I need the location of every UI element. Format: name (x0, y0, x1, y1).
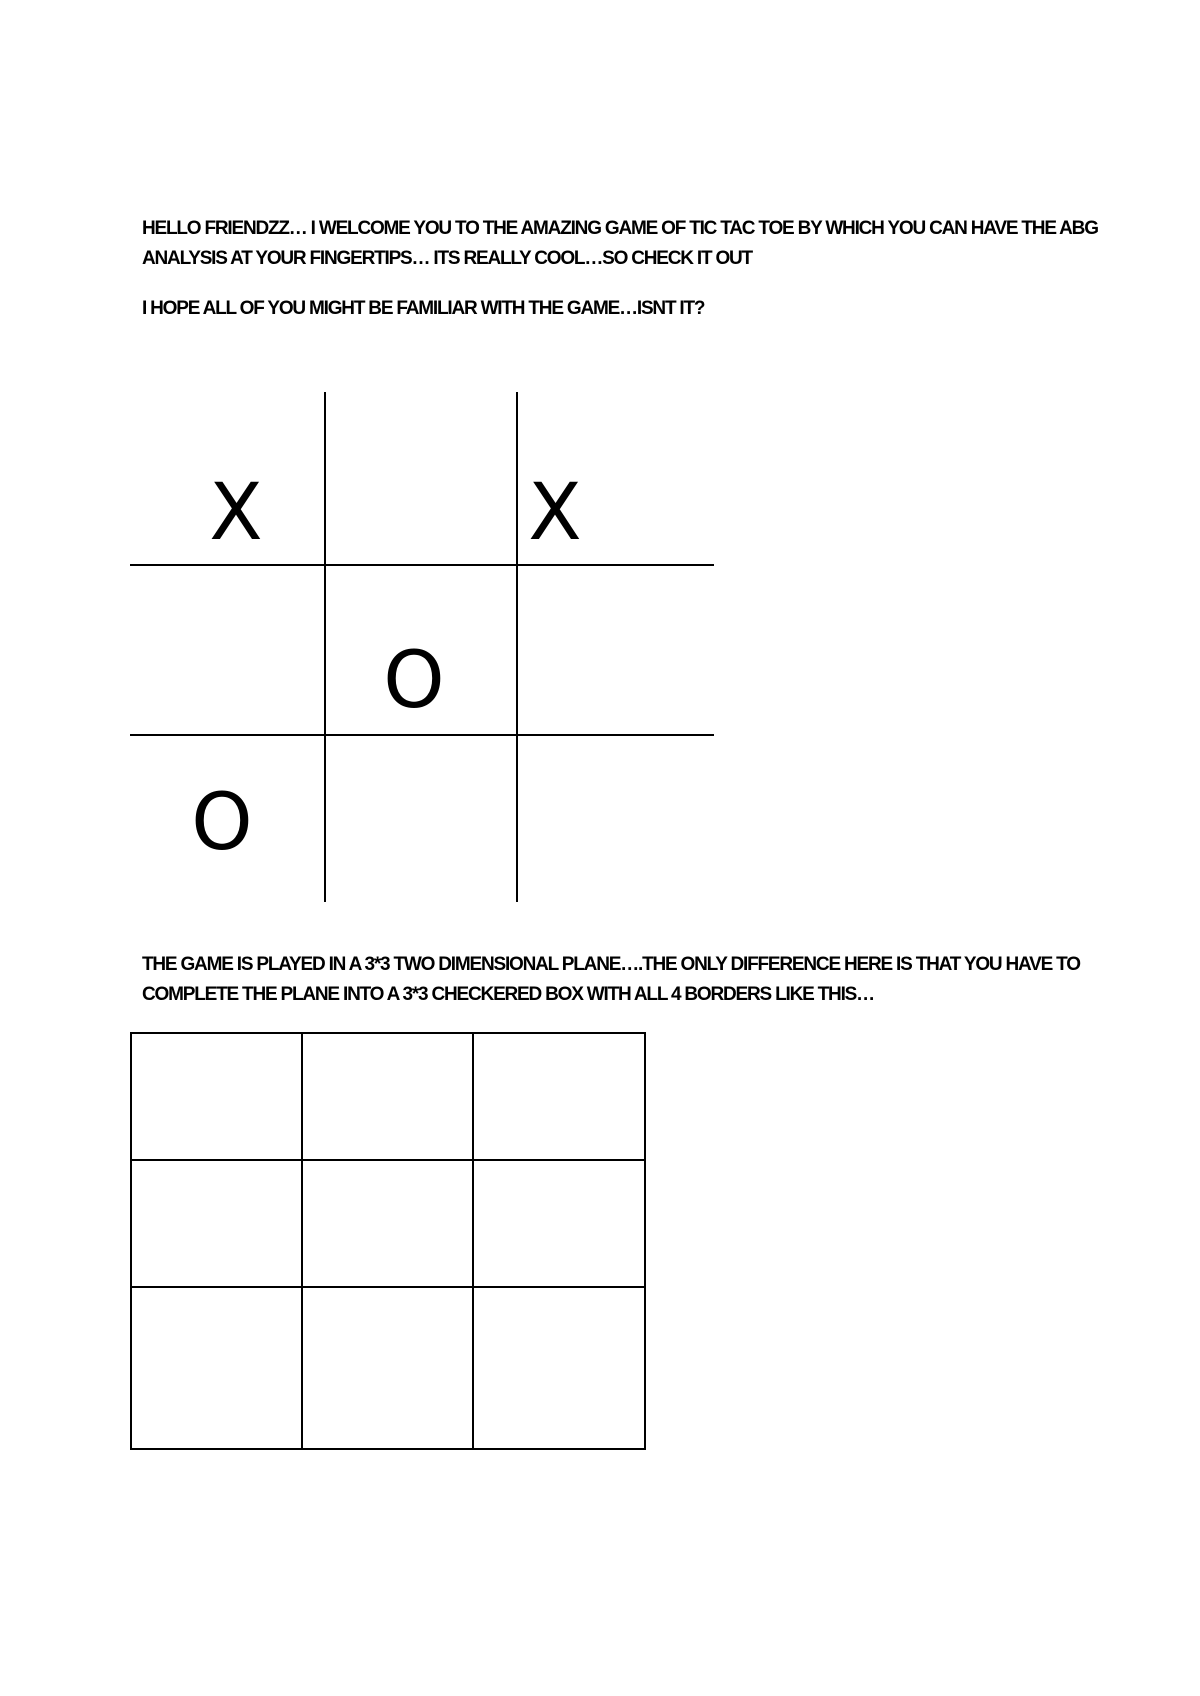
board-vertical-line (516, 392, 518, 902)
rules-paragraph: THE GAME IS PLAYED IN A 3*3 TWO DIMENSIONAL PLANE….THE ONLY DIFFERENCE HERE IS THAT YOU HAVE TO COMPLETE THE PLANE INTO A 3*3 CHECKERED BOX WITH ALL 4 BORDERS LIKE THIS… (142, 954, 1080, 1005)
question-paragraph: I HOPE ALL OF YOU MIGHT BE FAMILIAR WITH THE GAME…ISNT IT? (142, 298, 705, 319)
checkered-box (130, 1032, 646, 1450)
checkered-box-cell (303, 1161, 474, 1288)
tic-tac-toe-board (130, 392, 714, 902)
checkered-box-cell (303, 1288, 474, 1448)
board-horizontal-line (130, 564, 714, 566)
board-cell-r3c1: O (191, 778, 253, 868)
checkered-box-cell (132, 1034, 303, 1161)
intro-paragraph: HELLO FRIENDZZ… I WELCOME YOU TO THE AMAZING GAME OF TIC TAC TOE BY WHICH YOU CAN HAVE THE ABG ANALYSIS AT YOUR FINGERTIPS… ITS REALLY COOL…SO CHECK IT OUT (142, 218, 1098, 269)
checkered-box-cell (474, 1034, 644, 1161)
board-cell-r1c3: X (528, 468, 582, 558)
board-vertical-line (324, 392, 326, 902)
board-cell-r2c2: O (383, 636, 445, 726)
checkered-box-cell (132, 1161, 303, 1288)
board-cell-r1c1: X (209, 468, 263, 558)
checkered-box-cell (474, 1288, 644, 1448)
checkered-box-cell (474, 1161, 644, 1288)
checkered-box-cell (132, 1288, 303, 1448)
checkered-box-cell (303, 1034, 474, 1161)
board-horizontal-line (130, 734, 714, 736)
